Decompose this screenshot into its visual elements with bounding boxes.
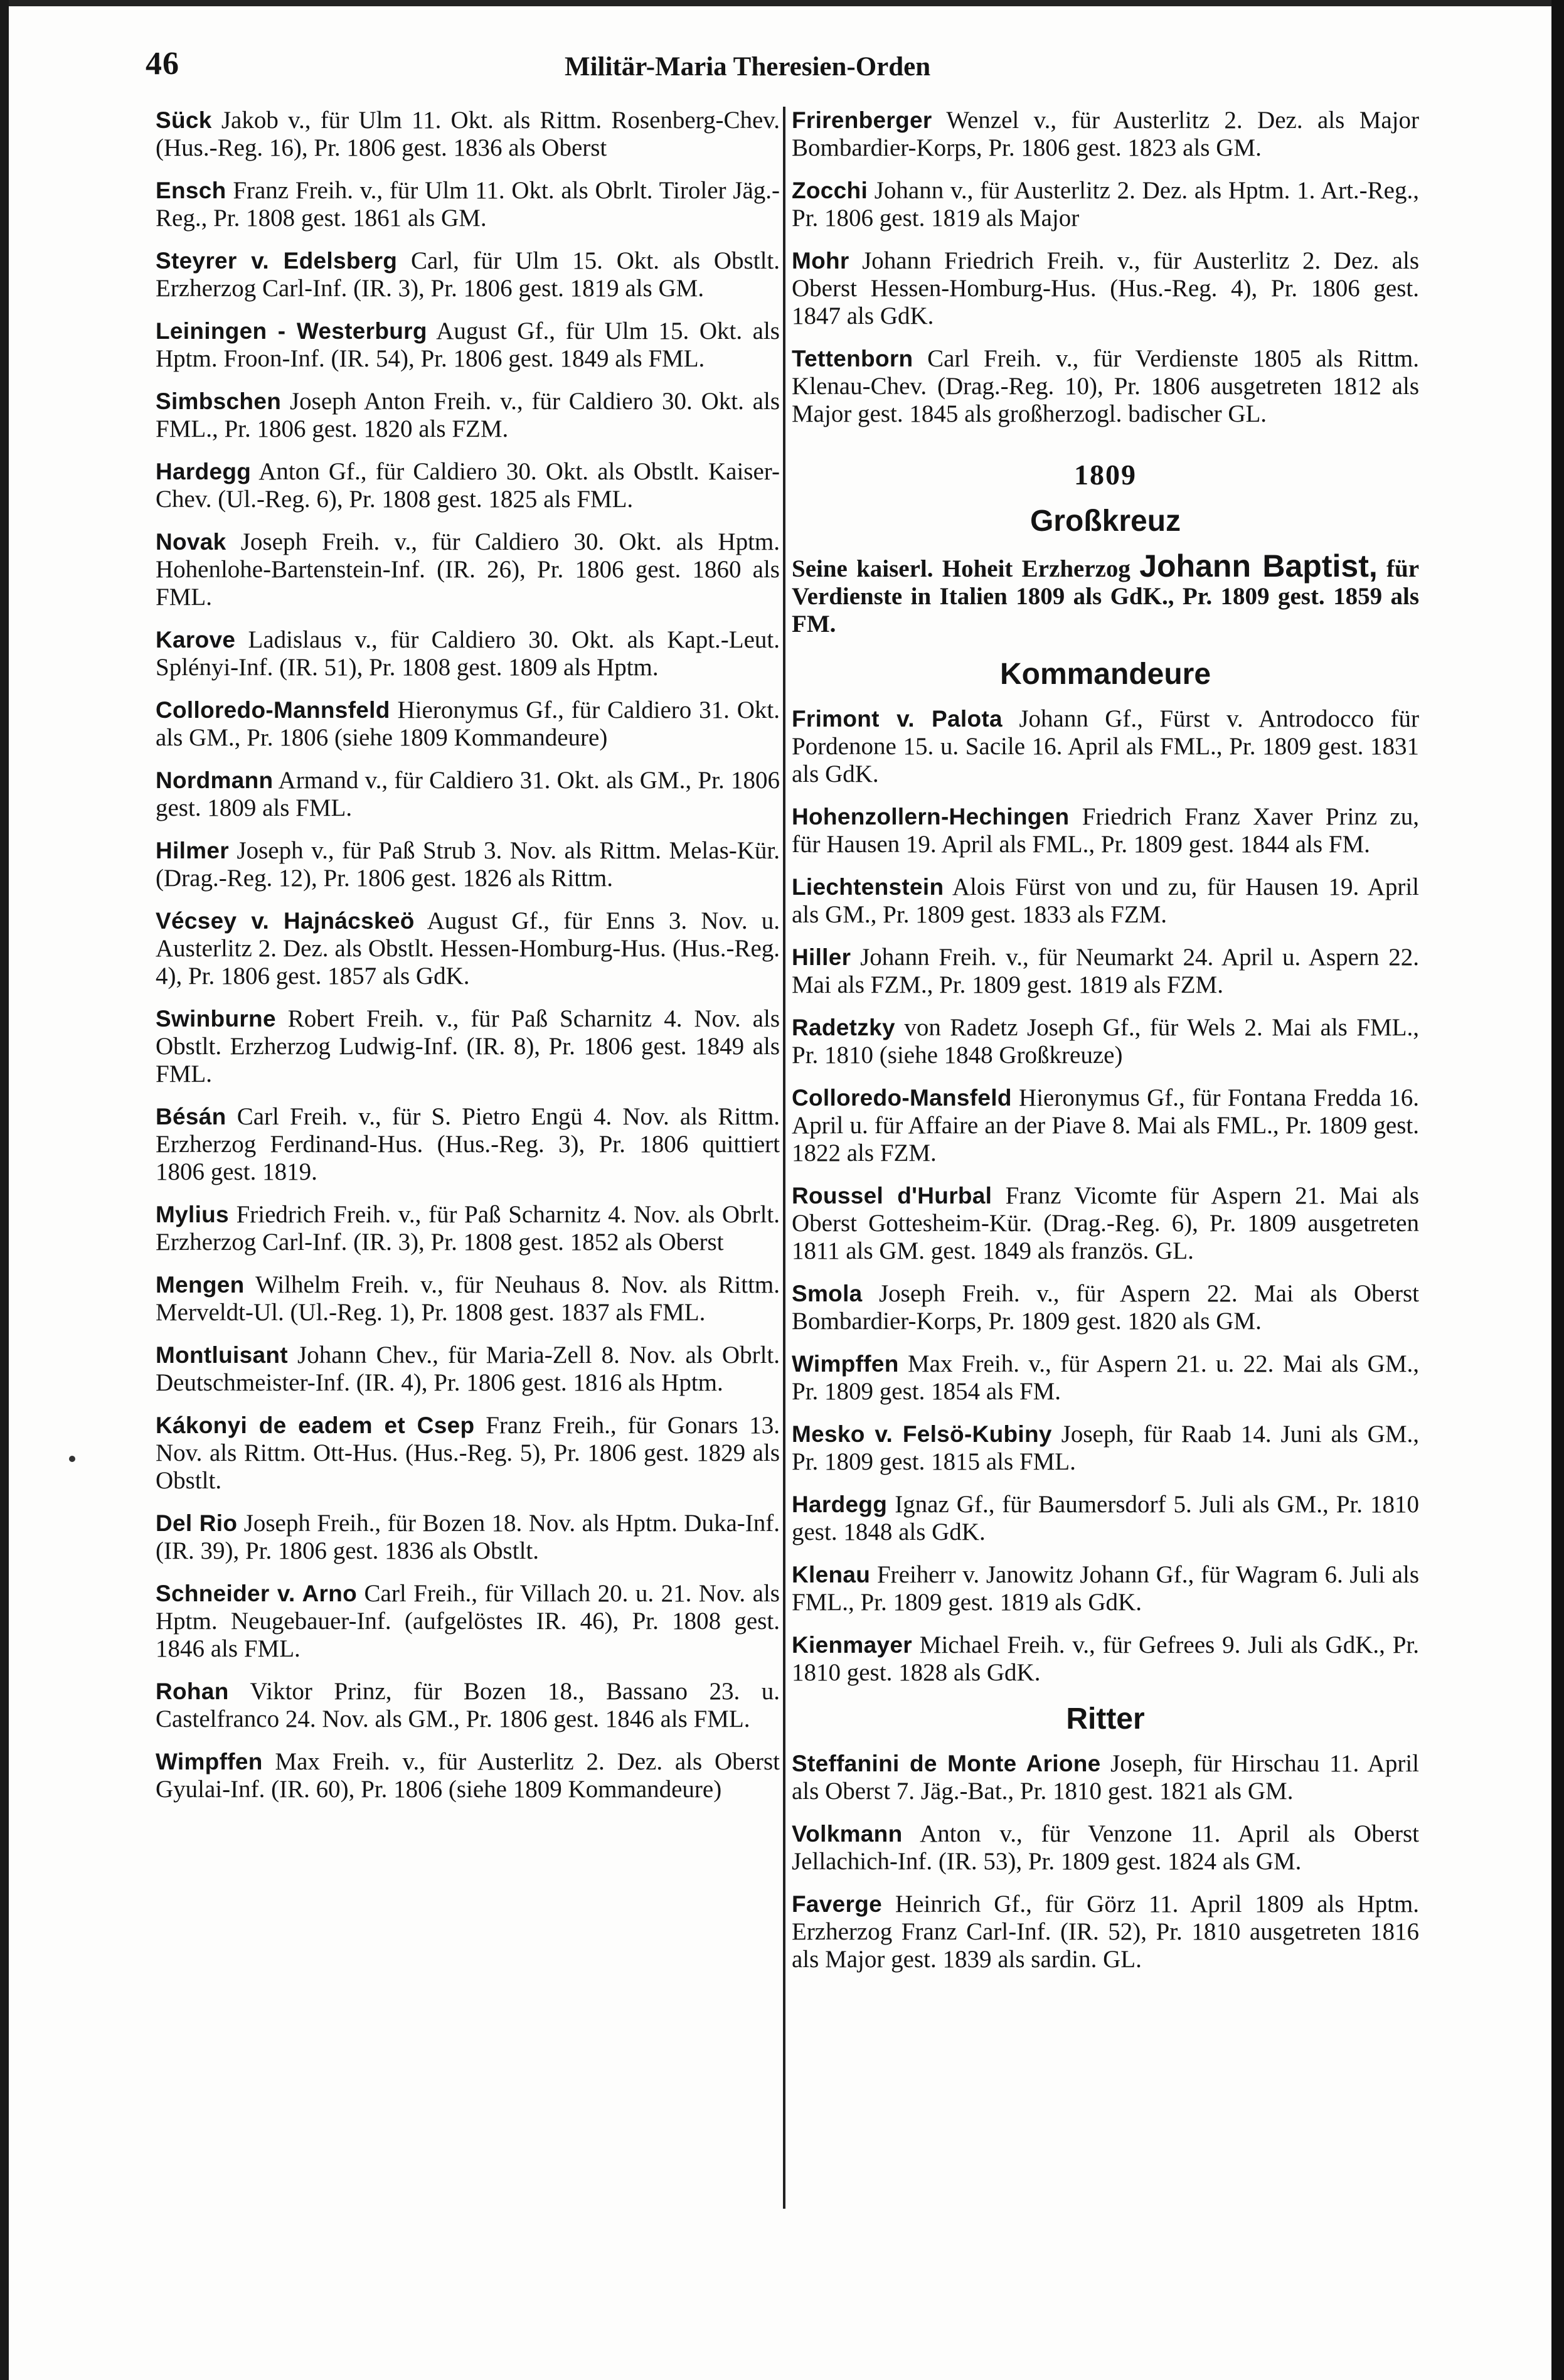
entry-text: Johann Friedrich Freih. v., für Austerlitz 2. Dez. als Oberst Hessen-Homburg-Hus. (Hus.-Reg. 4), Pr. 1806 gest. 1847 als GdK. — [792, 247, 1419, 329]
list-item — [156, 837, 780, 892]
list-item — [156, 177, 780, 232]
entry-name: Klenau — [792, 1562, 871, 1588]
entry-name: Wimpffen — [156, 1749, 263, 1774]
entry-text: Jakob v., für Ulm 11. Okt. als Rittm. Rosenberg-Chev. (Hus.-Reg. 16), Pr. 1806 gest. 1836 als Oberst — [156, 107, 780, 161]
entry-name: Montluisant — [156, 1342, 288, 1368]
list-item — [792, 1182, 1419, 1265]
entry-name: Wimpffen — [792, 1351, 899, 1377]
page-number: 46 — [146, 46, 179, 82]
year-heading: 1809 — [1074, 459, 1137, 491]
list-item — [156, 767, 780, 822]
entry-name: Colloredo-Mansfeld — [792, 1085, 1012, 1111]
list-item — [156, 907, 780, 990]
scan-border-left — [0, 0, 9, 2380]
entry-name: Liechtenstein — [792, 874, 944, 900]
right-top-entries — [792, 107, 1419, 428]
grosskreuz-text: für Verdienste in Italien 1809 als GdK., Pr. 1809 gest. 1859 als FM. — [792, 555, 1420, 638]
entry-name: Smola — [792, 1281, 863, 1306]
entry-name: Kákonyi de eadem et Csep — [156, 1412, 475, 1438]
entry-text: Viktor Prinz, für Bozen 18., Bassano 23. u. Castelfranco 24. Nov. als GM., Pr. 1806 gest. 1846 als FML. — [156, 1678, 780, 1732]
list-item — [792, 1280, 1419, 1335]
entry-name: Ensch — [156, 178, 226, 203]
entry-text: Joseph Anton Freih. v., für Caldiero 30. Okt. als FML., Pr. 1806 gest. 1820 als FZM. — [156, 388, 780, 442]
entry-name: Karove — [156, 627, 236, 653]
list-item — [156, 1580, 780, 1663]
entry-text: Johann Gf., Fürst v. Antrodocco für Pordenone 15. u. Sacile 16. April als FML., Pr. 1809 gest. 1831 als GdK. — [792, 705, 1419, 787]
entry-text: Freiherr v. Janowitz Johann Gf., für Wagram 6. Juli als FML., Pr. 1809 gest. 1819 als GdK. — [792, 1561, 1420, 1616]
entry-text: Anton v., für Venzone 11. April als Oberst Jellachich-Inf. (IR. 53), Pr. 1809 gest. 1824 als GM. — [792, 1820, 1419, 1875]
list-item — [792, 1491, 1419, 1546]
entry-text: Joseph v., für Paß Strub 3. Nov. als Rittm. Melas-Kür. (Drag.-Reg. 12), Pr. 1806 gest. 1826 als Rittm. — [156, 837, 780, 892]
list-item — [792, 1750, 1419, 1805]
list-item — [156, 247, 780, 302]
entry-text: Johann v., für Austerlitz 2. Dez. als Hptm. 1. Art.-Reg., Pr. 1806 gest. 1819 als Major — [792, 177, 1419, 232]
entry-text: Friedrich Franz Xaver Prinz zu, für Hausen 19. April als FML., Pr. 1809 gest. 1844 als FM. — [792, 803, 1419, 858]
list-item — [792, 705, 1419, 788]
list-item — [156, 528, 780, 611]
entry-name: Mohr — [792, 248, 849, 274]
entry-text: Carl, für Ulm 15. Okt. als Obstlt. Erzherzog Carl-Inf. (IR. 3), Pr. 1806 gest. 1819 als GM. — [156, 247, 780, 302]
entry-name: Bésán — [156, 1104, 226, 1129]
entry-name: Steyrer v. Edelsberg — [156, 248, 398, 274]
entry-text: von Radetz Joseph Gf., für Wels 2. Mai als FML., Pr. 1810 (siehe 1848 Großkreuze) — [792, 1014, 1419, 1069]
entry-text: Wilhelm Freih. v., für Neuhaus 8. Nov. als Rittm. Merveldt-Ul. (Ul.-Reg. 1), Pr. 1808 gest. 1837 als FML. — [156, 1271, 780, 1326]
list-item — [792, 803, 1419, 858]
entry-text: Carl Freih., für Villach 20. u. 21. Nov. als Hptm. Neugebauer-Inf. (aufgelöstes IR. 46), Pr. 1808 gest. 1846 als FML. — [156, 1580, 780, 1662]
right-column — [792, 107, 1419, 1988]
grosskreuz-name: Johann Baptist, — [1139, 548, 1378, 584]
entry-text: Hieronymus Gf., für Fontana Fredda 16. April u. für Affaire an der Piave 8. Mai als FML., Pr. 1809 gest. 1822 als FZM. — [792, 1084, 1420, 1166]
entry-name: Colloredo-Mannsfeld — [156, 697, 390, 723]
entry-text: Armand v., für Caldiero 31. Okt. als GM., Pr. 1806 gest. 1809 als FML. — [156, 767, 780, 821]
list-item — [156, 1201, 780, 1256]
entry-text: Alois Fürst von und zu, für Hausen 19. April als GM., Pr. 1809 gest. 1833 als FZM. — [792, 873, 1419, 928]
ritter-list — [792, 1750, 1419, 1973]
entry-name: Roussel d'Hurbal — [792, 1183, 992, 1209]
scan-border-right — [1551, 0, 1564, 2380]
entry-text: Max Freih. v., für Austerlitz 2. Dez. als Oberst Gyulai-Inf. (IR. 60), Pr. 1806 (siehe 1809 Kommandeure) — [156, 1748, 780, 1803]
entry-text: Joseph, für Hirschau 11. April als Oberst 7. Jäg.-Bat., Pr. 1810 gest. 1821 als GM. — [792, 1750, 1419, 1805]
entry-name: Nordmann — [156, 767, 274, 793]
entry-text: August Gf., für Ulm 15. Okt. als Hptm. Froon-Inf. (IR. 54), Pr. 1806 gest. 1849 als FML. — [156, 318, 780, 372]
scan-border-top — [0, 0, 1564, 6]
list-item — [792, 1421, 1419, 1476]
list-item — [156, 1748, 780, 1803]
list-item — [156, 1678, 780, 1733]
entry-name: Frirenberger — [792, 107, 932, 133]
list-item — [156, 318, 780, 373]
list-item — [156, 696, 780, 752]
entry-text: Joseph Freih., für Bozen 18. Nov. als Hptm. Duka-Inf. (IR. 39), Pr. 1806 gest. 1836 als Obstlt. — [156, 1510, 780, 1564]
list-item — [792, 345, 1419, 428]
column-divider — [783, 107, 785, 2209]
entry-name: Swinburne — [156, 1006, 276, 1032]
entry-name: Hilmer — [156, 838, 229, 863]
left-column — [156, 107, 780, 1818]
list-item — [792, 1631, 1419, 1687]
entry-name: Hiller — [792, 944, 851, 970]
list-item — [156, 1271, 780, 1326]
entry-text: August Gf., für Enns 3. Nov. u. Austerlitz 2. Dez. als Obstlt. Hessen-Homburg-Hus. (Hus.-Reg. 4), Pr. 1806 gest. 1857 als GdK. — [156, 907, 780, 990]
entry-text: Robert Freih. v., für Paß Scharnitz 4. Nov. als Obstlt. Erzherzog Ludwig-Inf. (IR. 8), Pr. 1806 gest. 1849 als FML. — [156, 1005, 780, 1087]
list-item — [792, 1350, 1419, 1406]
entry-name: Sück — [156, 107, 212, 133]
entry-text: Carl Freih. v., für S. Pietro Engü 4. Nov. als Rittm. Erzherzog Ferdinand-Hus. (Hus.-Reg. 3), Pr. 1806 quittiert 1806 gest. 1819. — [156, 1103, 780, 1185]
entry-name: Vécsey v. Hajnácskeö — [156, 908, 415, 934]
list-item — [156, 1342, 780, 1397]
entry-name: Del Rio — [156, 1510, 238, 1536]
entry-name: Tettenborn — [792, 346, 913, 371]
entry-text: Ignaz Gf., für Baumersdorf 5. Juli als GM., Pr. 1810 gest. 1848 als GdK. — [792, 1491, 1419, 1545]
entry-name: Faverge — [792, 1891, 883, 1917]
list-item — [792, 107, 1419, 162]
list-item — [156, 1412, 780, 1495]
entry-name: Kienmayer — [792, 1632, 912, 1658]
entry-name: Frimont v. Palota — [792, 706, 1003, 732]
list-item — [156, 107, 780, 162]
entry-name: Hardegg — [156, 459, 252, 484]
entry-text: Johann Freih. v., für Neumarkt 24. April u. Aspern 22. Mai als FZM., Pr. 1809 gest. 1819 als FZM. — [792, 944, 1419, 998]
entry-text: Joseph Freih. v., für Aspern 22. Mai als Oberst Bombardier-Korps, Pr. 1809 gest. 1820 als GM. — [792, 1280, 1419, 1335]
entry-name: Novak — [156, 529, 226, 555]
list-item — [792, 1820, 1419, 1876]
grosskreuz-entry — [792, 548, 1420, 638]
list-item — [156, 1510, 780, 1565]
entry-name: Mengen — [156, 1272, 245, 1298]
entry-text: Max Freih. v., für Aspern 21. u. 22. Mai als GM., Pr. 1809 gest. 1854 als FM. — [792, 1350, 1420, 1405]
entry-name: Zocchi — [792, 178, 868, 203]
entry-name: Volkmann — [792, 1821, 903, 1847]
kommandeure-list — [792, 705, 1419, 1687]
list-item — [792, 1014, 1419, 1069]
entry-text: Friedrich Freih. v., für Paß Scharnitz 4. Nov. als Obrlt. Erzherzog Carl-Inf. (IR. 3), Pr. 1808 gest. 1852 als Oberst — [156, 1201, 780, 1256]
entry-name: Radetzky — [792, 1015, 895, 1040]
entry-name: Mesko v. Felsö-Kubiny — [792, 1421, 1052, 1447]
running-title: Militär-Maria Theresien-Orden — [565, 52, 931, 82]
entry-name: Mylius — [156, 1202, 229, 1227]
entry-name: Leiningen - Westerburg — [156, 318, 427, 344]
grosskreuz-prefix: Seine kaiserl. Hoheit Erzherzog — [792, 555, 1130, 582]
list-item — [792, 1084, 1419, 1167]
list-item — [792, 944, 1419, 999]
list-item — [156, 458, 780, 513]
entry-name: Schneider v. Arno — [156, 1581, 358, 1606]
entry-text: Wenzel v., für Austerlitz 2. Dez. als Major Bombardier-Korps, Pr. 1806 gest. 1823 als GM. — [792, 107, 1419, 161]
list-item — [156, 1103, 780, 1186]
list-item — [156, 1005, 780, 1088]
entry-text: Franz Vicomte für Aspern 21. Mai als Oberst Gottesheim-Kür. (Drag.-Reg. 6), Pr. 1809 ausgetreten 1811 als GM. gest. 1849 als französ. GL. — [792, 1182, 1419, 1264]
entry-text: Franz Freih. v., für Ulm 11. Okt. als Obrlt. Tiroler Jäg.-Reg., Pr. 1808 gest. 1861 als GM. — [156, 177, 780, 232]
entry-text: Johann Chev., für Maria-Zell 8. Nov. als Obrlt. Deutschmeister-Inf. (IR. 4), Pr. 1806 gest. 1816 als Hptm. — [156, 1342, 780, 1396]
entry-name: Rohan — [156, 1678, 229, 1704]
entry-name: Steffanini de Monte Arione — [792, 1751, 1101, 1776]
list-item — [792, 1891, 1419, 1973]
list-item — [792, 873, 1419, 929]
entry-text: Heinrich Gf., für Görz 11. April 1809 als Hptm. Erzherzog Franz Carl-Inf. (IR. 52), Pr. 1810 ausgetreten 1816 als Major gest. 1839 als sardin. GL. — [792, 1891, 1420, 1973]
list-item — [792, 1561, 1419, 1616]
entry-text: Joseph Freih. v., für Caldiero 30. Okt. als Hptm. Hohenlohe-Bartenstein-Inf. (IR. 26), Pr. 1806 gest. 1860 als FML. — [156, 528, 780, 611]
entry-text: Carl Freih. v., für Verdienste 1805 als Rittm. Klenau-Chev. (Drag.-Reg. 10), Pr. 1806 ausgetreten 1812 als Major gest. 1845 als großherzogl. badischer GL. — [792, 345, 1420, 427]
entry-text: Joseph, für Raab 14. Juni als GM., Pr. 1809 gest. 1815 als FML. — [792, 1421, 1420, 1475]
entry-name: Simbschen — [156, 388, 282, 414]
list-item — [792, 247, 1419, 330]
ritter-heading: Ritter — [1066, 1702, 1145, 1736]
list-item — [792, 177, 1419, 232]
list-item — [156, 626, 780, 681]
entry-name: Hohenzollern-Hechingen — [792, 804, 1070, 830]
list-item — [156, 388, 780, 443]
entry-text: Michael Freih. v., für Gefrees 9. Juli als GdK., Pr. 1810 gest. 1828 als GdK. — [792, 1631, 1419, 1686]
entry-text: Hieronymus Gf., für Caldiero 31. Okt. als GM., Pr. 1806 (siehe 1809 Kommandeure) — [156, 696, 780, 751]
entry-name: Hardegg — [792, 1492, 888, 1517]
entry-text: Anton Gf., für Caldiero 30. Okt. als Obstlt. Kaiser-Chev. (Ul.-Reg. 6), Pr. 1808 gest. 1825 als FML. — [156, 458, 780, 513]
margin-mark — [69, 1456, 75, 1462]
entry-text: Ladislaus v., für Caldiero 30. Okt. als Kapt.-Leut. Splényi-Inf. (IR. 51), Pr. 1808 gest. 1809 als Hptm. — [156, 626, 780, 681]
entry-text: Franz Freih., für Gonars 13. Nov. als Rittm. Ott-Hus. (Hus.-Reg. 5), Pr. 1806 gest. 1829 als Obstlt. — [156, 1412, 780, 1494]
grosskreuz-heading: Großkreuz — [1029, 504, 1181, 538]
kommandeure-heading: Kommandeure — [999, 658, 1211, 691]
